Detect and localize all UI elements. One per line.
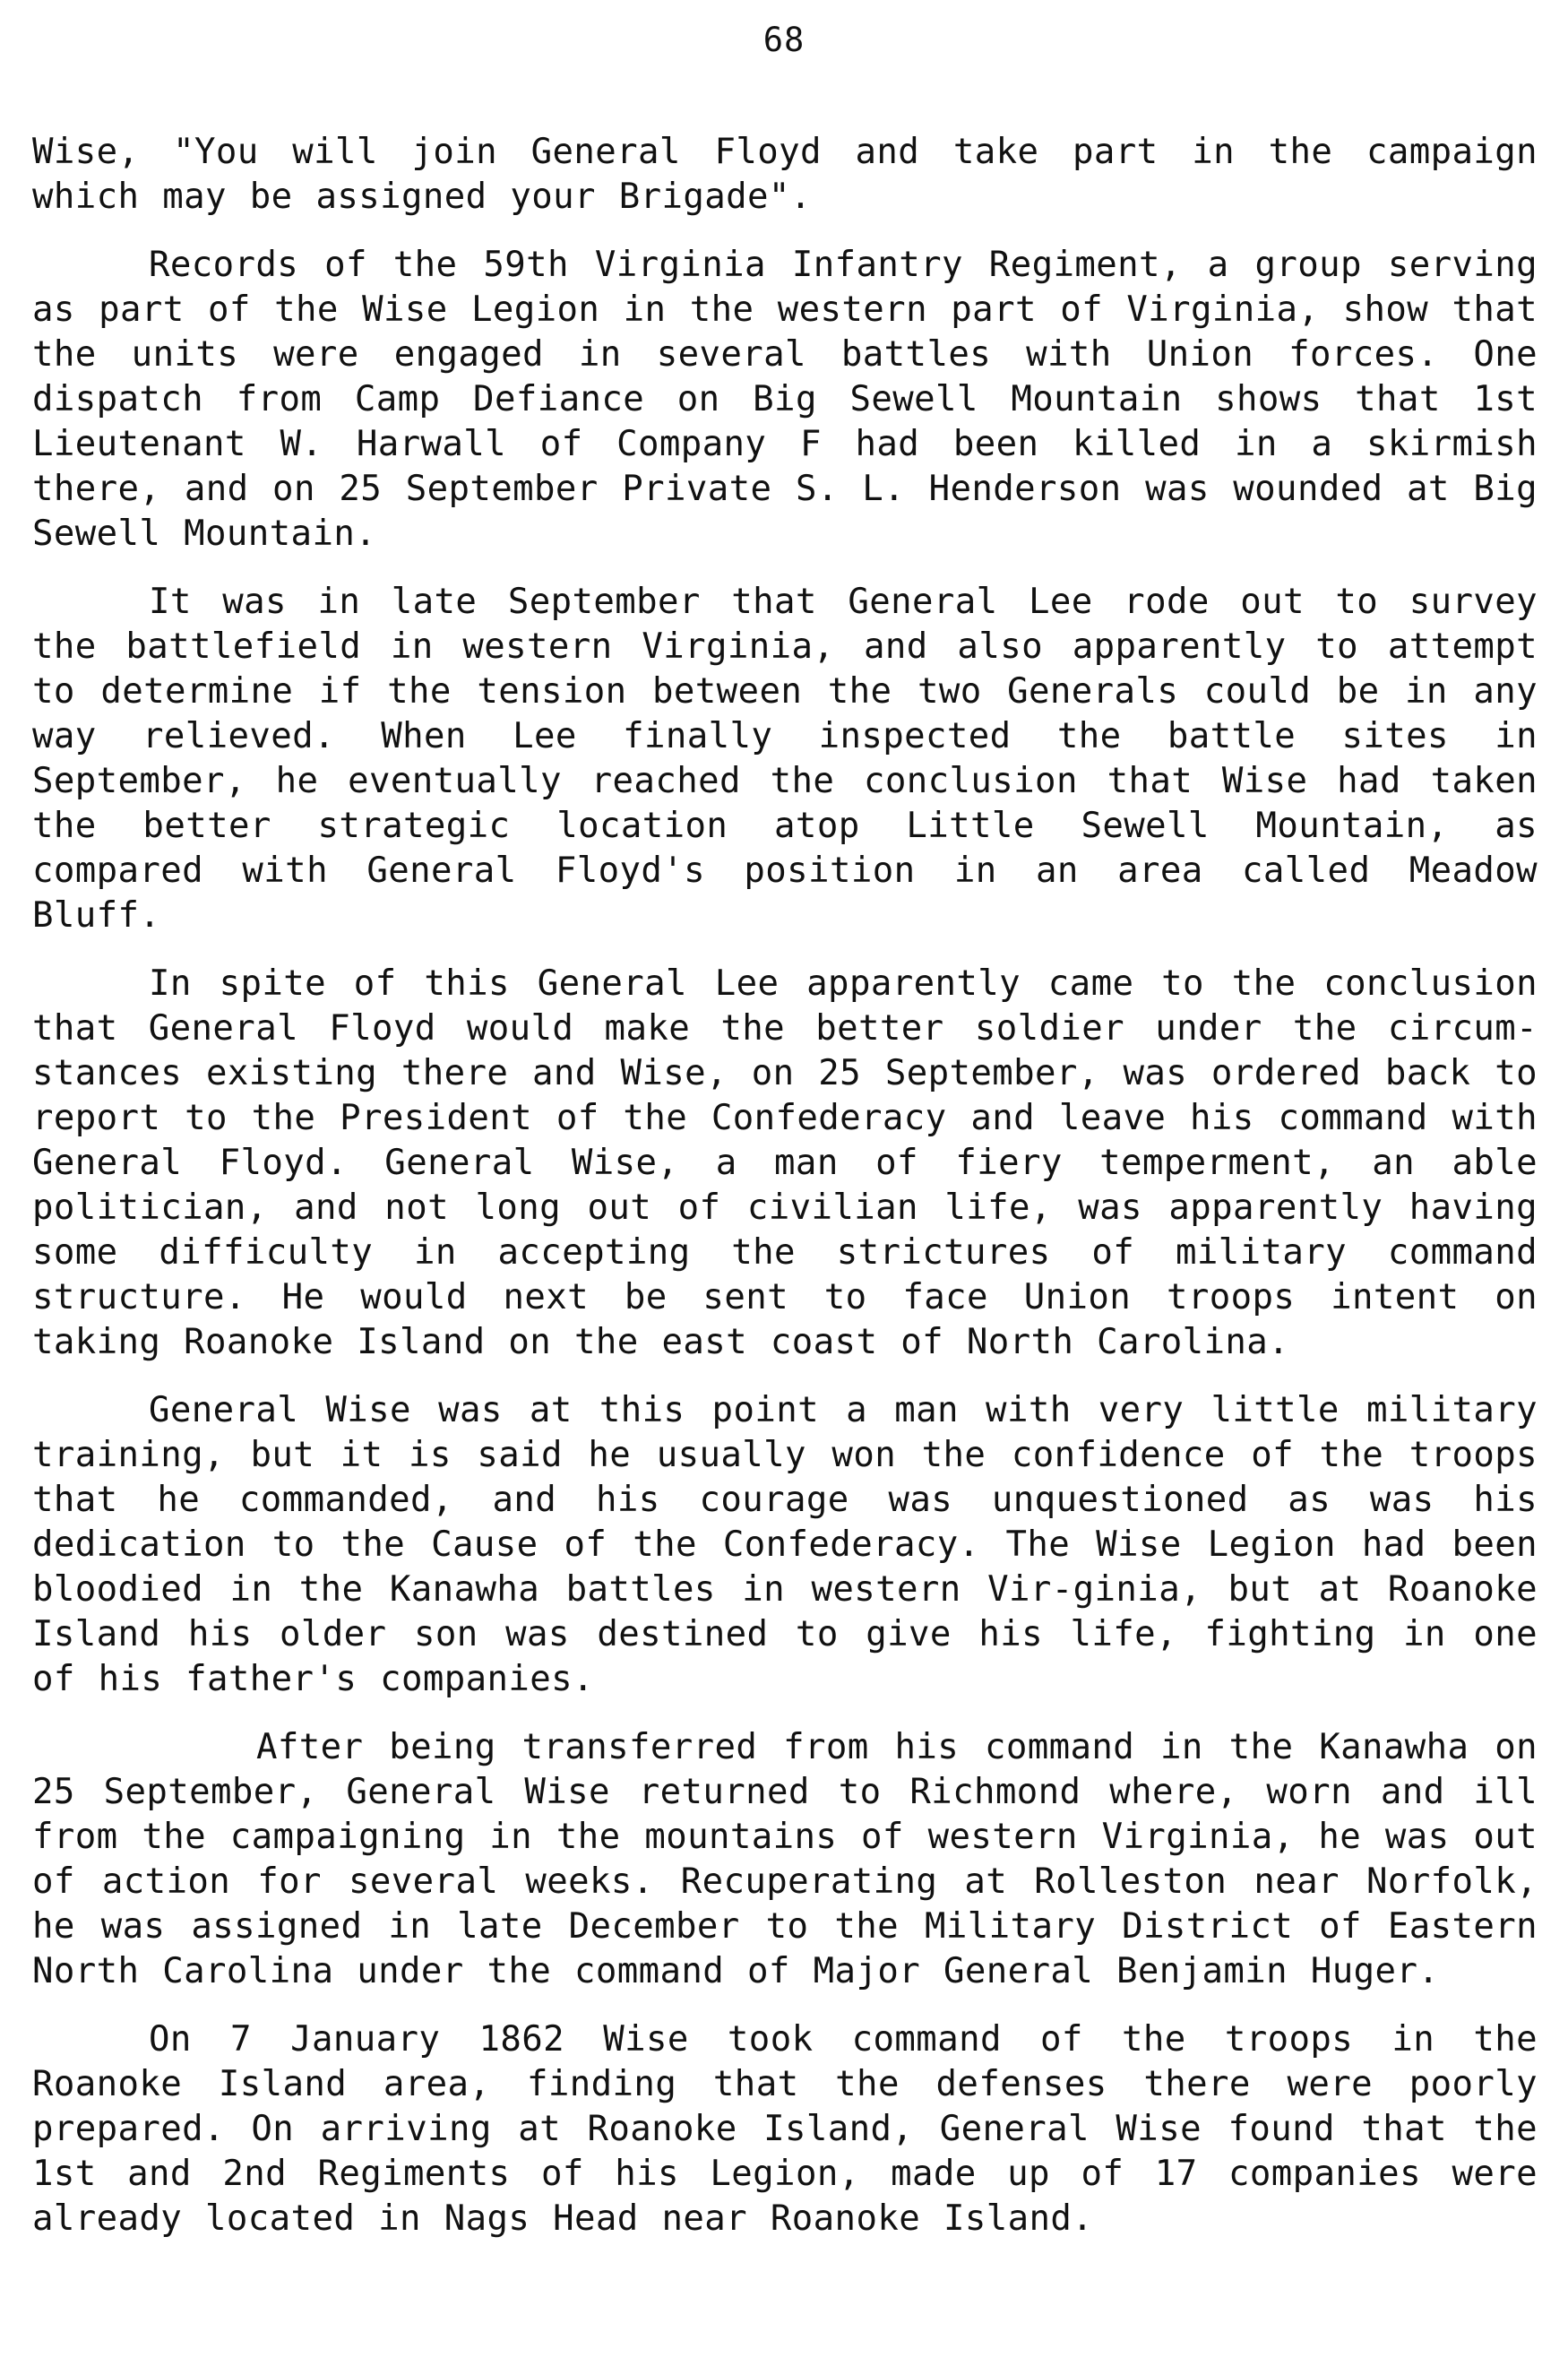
paragraph-wise-training: General Wise was at this point a man with very little military training, but it is said he usually won the confidence of the troops that he commanded, and his courage was unquestioned as was his dedication to the Cause of the Confederacy. The Wise Legion had been bloodied in the Kanawha battles in western Vir-ginia, but at Roanoke Island his older son was destined to give his life, fighting in one of his father's companies.	[32, 1390, 1538, 1699]
page-number: 68	[762, 21, 806, 59]
paragraph-continuation: Wise, "You will join General Floyd and take part in the campaign which may be assigned your Brigade".	[32, 132, 1538, 217]
body-text	[32, 130, 1538, 2265]
paragraph-lee-survey: It was in late September that General Lee rode out to survey the battlefield in western Virginia, and also apparently to attempt to determine if the tension between the two Generals could be in any way relieved. When Lee finally inspected the battle sites in September, he eventually reached the conclusion that Wise had taken the better strategic location atop Little Sewell Mountain, as compared with General Floyd's position in an area called Meadow Bluff.	[32, 582, 1538, 936]
paragraph-wise-transfer: After being transferred from his command in the Kanawha on 25 September, General Wise returned to Richmond where, worn and ill from the campaigning in the mountains of western Virginia, he was out of action for several weeks. Recuperating at Rolleston near Norfolk, he was assigned in late December to the Military District of Eastern North Carolina under the command of Major General Benjamin Huger.	[32, 1727, 1538, 1991]
paragraph-roanoke-command: On 7 January 1862 Wise took command of the troops in the Roanoke Island area, finding that the defenses there were poorly prepared. On arriving at Roanoke Island, General Wise found that the 1st and 2nd Regiments of his Legion, made up of 17 companies were already located in Nags Head near Roanoke Island.	[32, 2019, 1538, 2239]
paragraph-59th-virginia-records: Records of the 59th Virginia Infantry Regiment, a group serving as part of the Wise Legion in the western part of Virginia, show that the units were engaged in several battles with Union forces. One dispatch from Camp Defiance on Big Sewell Mountain shows that 1st Lieutenant W. Harwall of Company F had been killed in a skirmish there, and on 25 September Private S. L. Henderson was wounded at Big Sewell Mountain.	[32, 245, 1538, 554]
paragraph-lee-conclusion: In spite of this General Lee apparently came to the conclusion that General Floyd would make the better soldier under the circum-stances existing there and Wise, on 25 September, was ordered back to report to the President of the Confederacy and leave his command with General Floyd. General Wise, a man of fiery temperment, an able politician, and not long out of civilian life, was apparently having some difficulty in accepting the strictures of military command structure. He would next be sent to face Union troops intent on taking Roanoke Island on the east coast of North Carolina.	[32, 963, 1538, 1362]
